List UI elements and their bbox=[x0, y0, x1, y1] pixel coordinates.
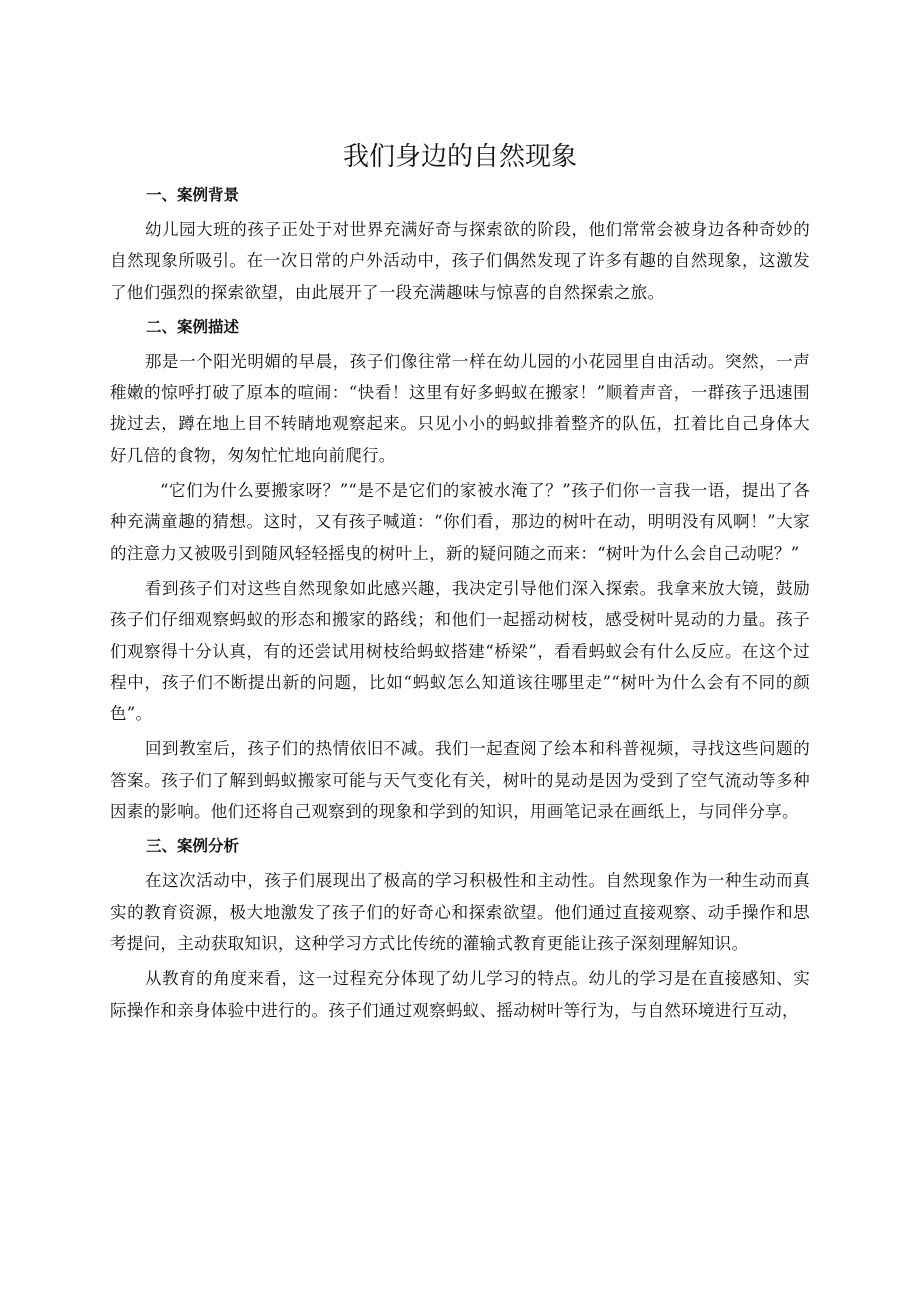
document-body bbox=[110, 178, 810, 1028]
paragraph: 在这次活动中，孩子们展现出了极高的学习积极性和主动性。自然现象作为一种生动而真实的教育资源，极大地激发了孩子们的好奇心和探索欲望。他们通过直接观察、动手操作和思考提问，主动获取知识，这种学习方式比传统的灌输式教育更能让孩子深刻理解知识。 bbox=[110, 871, 810, 953]
section-background bbox=[110, 178, 810, 310]
section-heading: 一、案例背景 bbox=[146, 186, 240, 204]
paragraph: 看到孩子们对这些自然现象如此感兴趣，我决定引导他们深入探索。我拿来放大镜，鼓励孩子们仔细观察蚂蚁的形态和搬家的路线；和他们一起摇动树枝，感受树叶晃动的力量。孩子们观察得十分认真，有的还尝试用树枝给蚂蚁搭建“桥梁”，看看蚂蚁会有什么反应。在这个过程中，孩子们不断提出新的问题，比如“蚂蚁怎么知道该往哪里走”“树叶为什么会有不同的颜色”。 bbox=[110, 578, 810, 724]
paragraph: 回到教室后，孩子们的热情依旧不减。我们一起查阅了绘本和科普视频，寻找这些问题的答案。孩子们了解到蚂蚁搬家可能与天气变化有关，树叶的晃动是因为受到了空气流动等多种因素的影响。他们还将自己观察到的现象和学到的知识，用画笔记录在画纸上，与同伴分享。 bbox=[110, 739, 810, 822]
paragraph: 从教育的角度来看，这一过程充分体现了幼儿学习的特点。幼儿的学习是在直接感知、实际操作和亲身体验中进行的。孩子们通过观察蚂蚁、摇动树叶等行为，与自然环境进行互动， bbox=[110, 969, 810, 1020]
section-heading: 二、案例描述 bbox=[146, 317, 240, 336]
section-description bbox=[110, 310, 810, 829]
document-title: 我们身边的自然现象 bbox=[342, 142, 577, 173]
section-analysis bbox=[110, 829, 810, 1027]
paragraph: 幼儿园大班的孩子正处于对世界充满好奇与探索欲的阶段，他们常常会被身边各种奇妙的自然现象所吸引。在一次日常的户外活动中，孩子们偶然发现了许多有趣的自然现象，这激发了他们强烈的探索欲望，由此展开了一段充满趣味与惊喜的自然探索之旅。 bbox=[110, 220, 810, 302]
paragraph: 那是一个阳光明媚的早晨，孩子们像往常一样在幼儿园的小花园里自由活动。突然，一声稚嫩的惊呼打破了原本的喧闹：“快看！这里有好多蚂蚁在搬家！”顺着声音，一群孩子迅速围拢过去，蹲在地上目不转睛地观察起来。只见小小的蚂蚁排着整齐的队伍，扛着比自己身体大好几倍的食物，匆匆忙忙地向前爬行。 bbox=[110, 351, 810, 465]
paragraph: “它们为什么要搬家呀？”“是不是它们的家被水淹了？”孩子们你一言我一语，提出了各种充满童趣的猜想。这时，又有孩子喊道：“你们看，那边的树叶在动，明明没有风啊！”大家的注意力又被吸引到随风轻轻摇曳的树叶上，新的疑问随之而来：“树叶为什么会自己动呢？” bbox=[110, 481, 810, 563]
section-heading: 三、案例分析 bbox=[146, 837, 240, 856]
